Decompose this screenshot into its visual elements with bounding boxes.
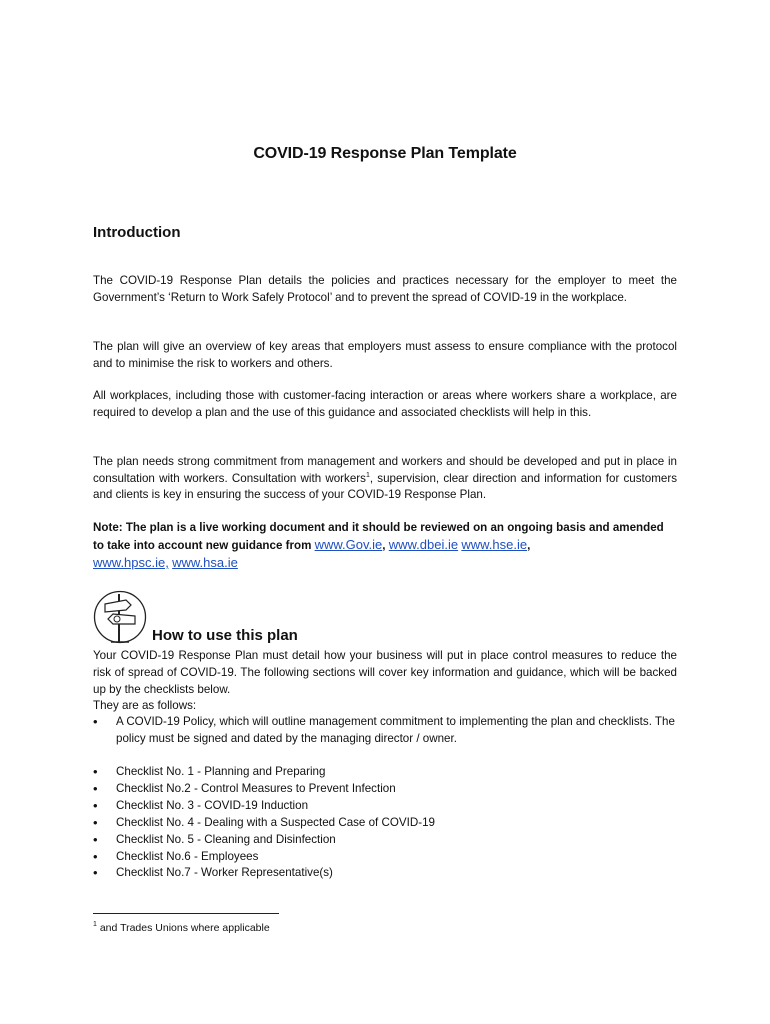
how-to-use-body	[93, 648, 677, 715]
list-item: • Checklist No.2 - Control Measures to Prevent Infection	[93, 781, 677, 798]
intro-paragraph-2: The plan will give an overview of key areas that employers must assess to ensure compliance with the protocol and to minimise the risk to workers and others.	[93, 340, 677, 370]
checklist-list	[93, 764, 677, 882]
link-gov-ie[interactable]: www.Gov.ie	[314, 537, 383, 552]
p4-text-after: , supervision, clear direction and information for customers and clients is key in ensuring the success of your COVID-19 Response Plan.	[93, 471, 677, 502]
intro-paragraph-3: All workplaces, including those with customer-facing interaction or areas where workers share a workplace, are required to develop a plan and the use of this guidance and associated checklists will help in this.	[93, 389, 677, 419]
note-text: Note: The plan is a live working document and it should be reviewed on an ongoing basis and amended to take into account new guidance from	[93, 521, 664, 552]
p4-text-before: The plan needs strong commitment from management and workers and should be developed and put in place in consultation with workers. Consultation with workers	[93, 455, 677, 485]
footnote-mark: 1	[93, 921, 97, 928]
list-item: • Checklist No. 4 - Dealing with a Suspected Case of COVID-19	[93, 815, 677, 832]
footnote-reference[interactable]: 1	[365, 471, 370, 479]
page-title: COVID-19 Response Plan Template	[253, 145, 517, 162]
footnote-text: and Trades Unions where applicable	[96, 922, 270, 934]
policy-list	[93, 714, 677, 748]
intro-paragraph-1: The COVID-19 Response Plan details the policies and practices necessary for the employer to meet the Government’s ‘Return to Work Safely Protocol’ and to prevent the spread of COVID-19 in the workplace.	[93, 274, 677, 304]
link-hsa-ie[interactable]: www.hsa.ie	[172, 555, 238, 570]
how-body-text: Your COVID-19 Response Plan must detail how your business will put in place control measures to reduce the risk of spread of COVID-19. The following sections will cover key information and guidance, which will be backed up by the checklists below.	[93, 649, 677, 696]
link-hse-ie[interactable]: www.hse.ie	[461, 537, 528, 552]
intro-paragraph-4	[93, 454, 677, 504]
how-body-intro: They are as follows:	[93, 699, 197, 713]
note-paragraph: Note: The plan is a live working document and it should be reviewed on an ongoing basis and amended to take into account new guidance from www.Gov.ie, www.dbei.ie www.hse.ie, www.hpsc.ie, www.hsa.ie	[93, 521, 664, 570]
list-item: • Checklist No. 3 - COVID-19 Induction	[93, 798, 677, 815]
list-item: • A COVID-19 Policy, which will outline management commitment to implementing the plan and checklists. The policy must be signed and dated by the managing director / owner.	[93, 714, 677, 748]
list-item: • Checklist No. 5 - Cleaning and Disinfection	[93, 832, 677, 849]
introduction-heading: Introduction	[93, 224, 181, 241]
footnote	[93, 922, 270, 934]
how-to-use-heading: How to use this plan	[152, 627, 298, 644]
list-item: • Checklist No.7 - Worker Representative(s)	[93, 865, 677, 882]
link-dbei-ie[interactable]: www.dbei.ie	[388, 537, 459, 552]
signpost-icon	[93, 590, 147, 644]
footnote-divider	[93, 913, 279, 914]
list-item: • Checklist No. 1 - Planning and Preparing	[93, 764, 677, 781]
link-hpsc-ie[interactable]: www.hpsc.ie,	[93, 555, 169, 570]
list-item: • Checklist No.6 - Employees	[93, 849, 677, 866]
